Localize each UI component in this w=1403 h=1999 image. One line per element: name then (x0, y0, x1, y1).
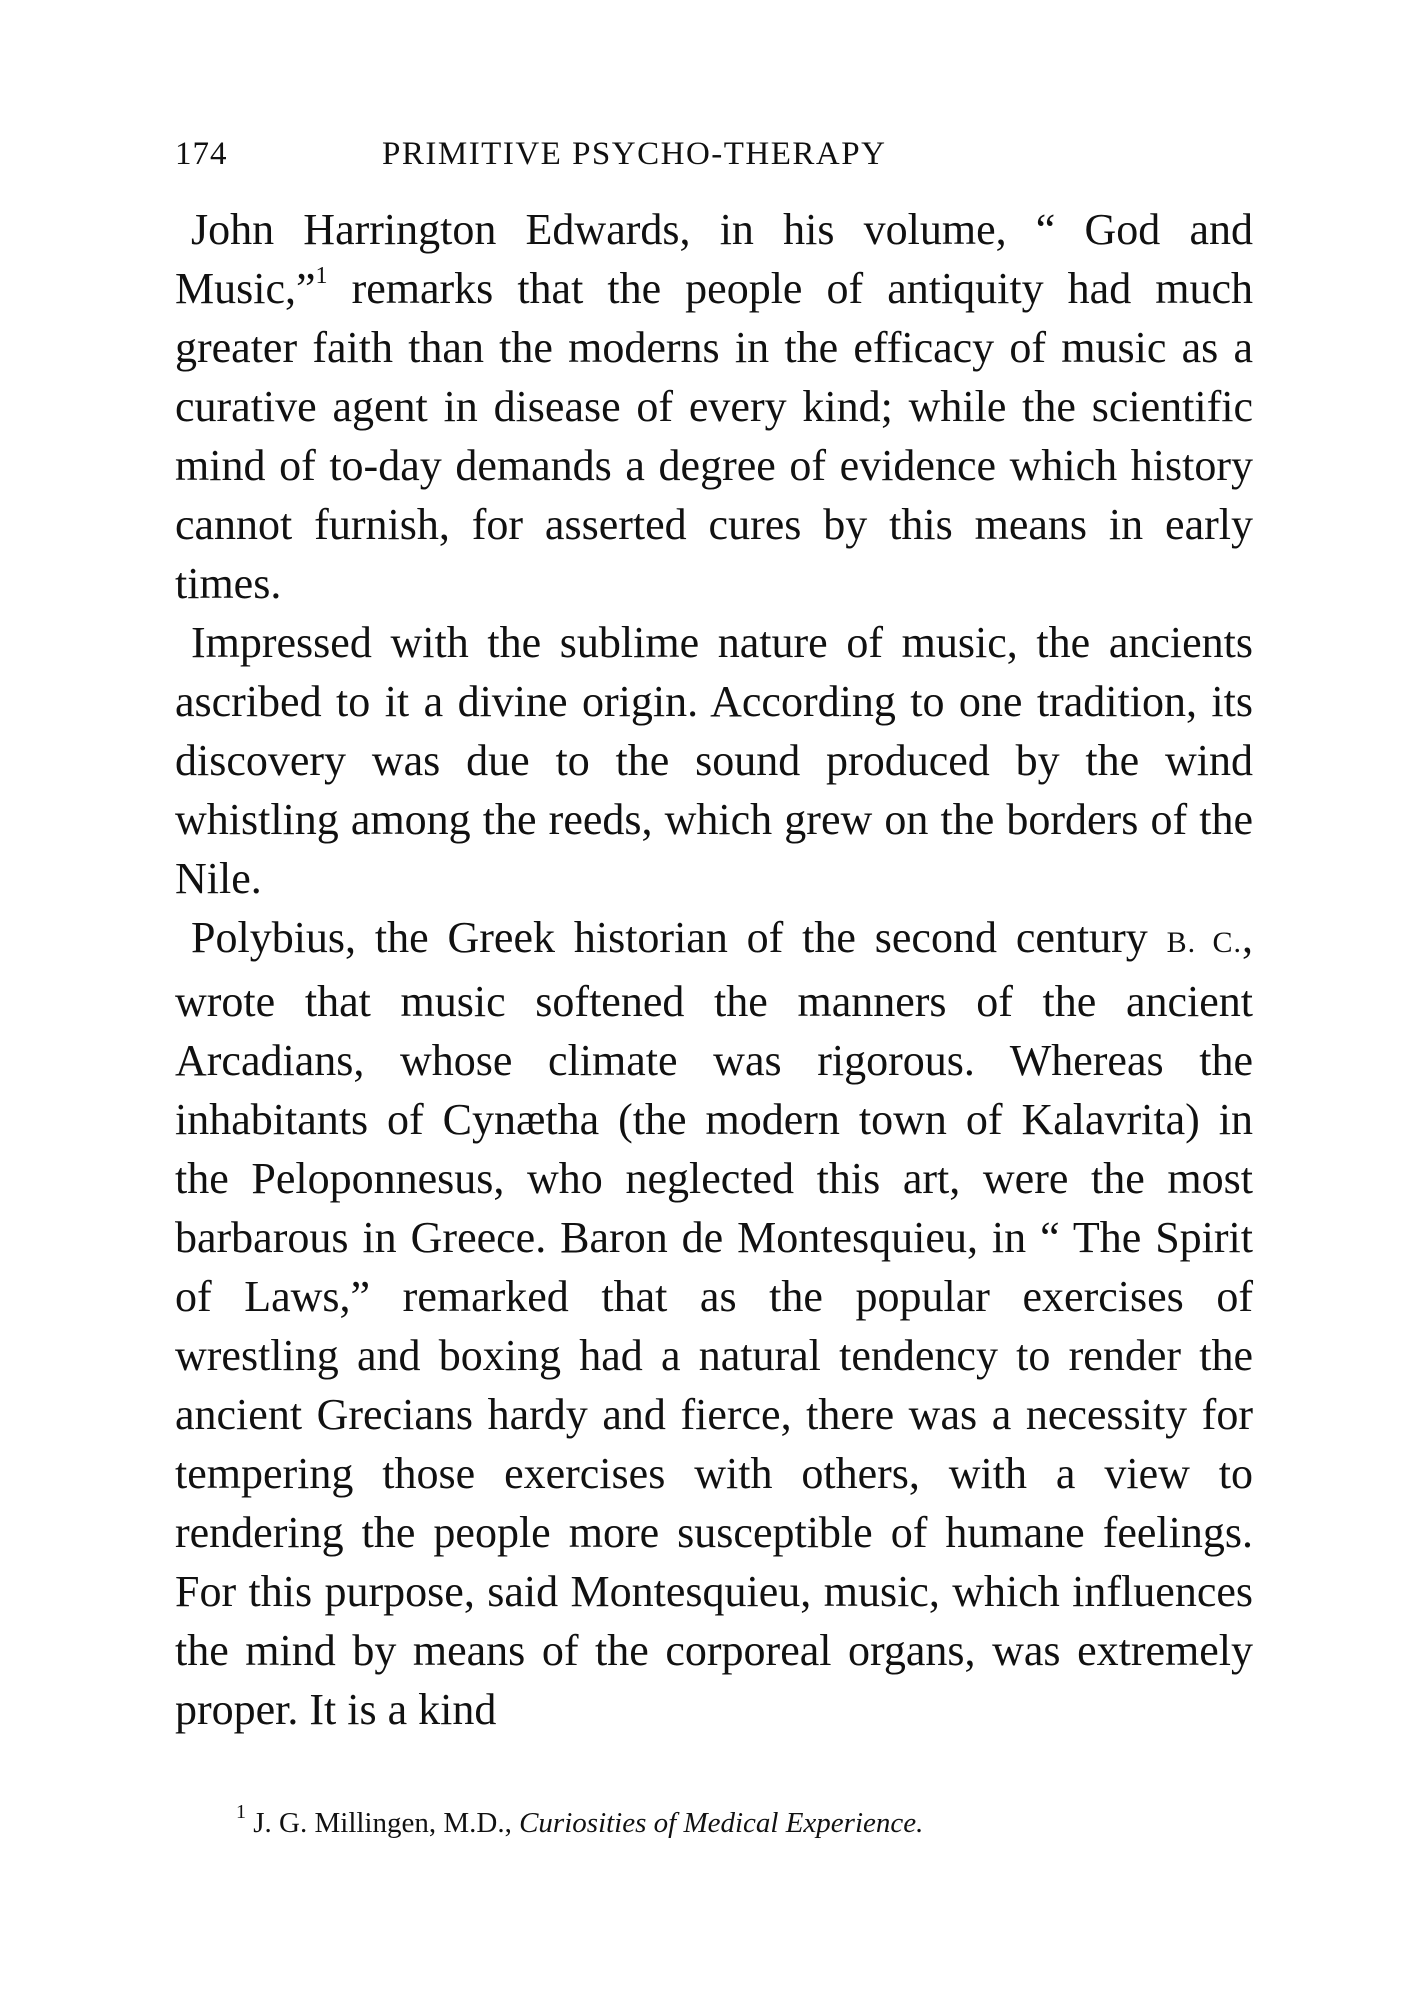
page-header (175, 136, 1253, 176)
paragraph-3-text-cont: , wrote that music softened the manners of the ancient Arcadians, whose climate was rigorous. Whereas the inhabitants of Cynætha (the modern town of Kalavrita) in the Peloponnesus, who neglected this art, were the most barbarous in Greece. Baron de Montesquieu, in “ The Spirit of Laws,” remarked that as the popular exercises of wrestling and boxing had a natural tendency to render the ancient Grecians hardy and fierce, there was a necessity for tempering those exercises with others, with a view to rendering the people more susceptible of humane feelings. For this purpose, said Montesquieu, music, which influences the mind by means of the corporeal organs, was extremely proper. It is a kind (175, 913, 1253, 1734)
paragraph-1-text-cont: remarks that the people of antiquity had much greater faith than the moderns in the efficacy of music as a curative agent in disease of every kind; while the scientific mind of to-day demands a degree of evidence which history cannot furnish, for asserted cures by this means in early times. (175, 264, 1253, 608)
footnote-title: Curiosities of Medical Experience. (519, 1807, 924, 1839)
paragraph-1-text: John Harrington Edwards, in his volume, “ God and Music,” (175, 205, 1253, 313)
footnote (236, 1801, 1236, 1841)
era-abbreviation: B. C. (1166, 926, 1242, 959)
page-number: 174 (175, 136, 228, 172)
paragraph-3-text: Polybius, the Greek historian of the second century (191, 913, 1167, 962)
body-text (175, 200, 1253, 1739)
paragraph-3 (175, 908, 1253, 1739)
footnote-reference: 1 (315, 263, 328, 290)
footnote-author: J. G. Millingen, M.D., (246, 1807, 520, 1839)
paragraph-1 (175, 200, 1253, 613)
footnote-marker: 1 (236, 1801, 246, 1824)
paragraph-2: Impressed with the sublime nature of music, the ancients ascribed to it a divine origin. According to one tradition, its discovery was due to the sound produced by the wind whistling among the reeds, which grew on the borders of the Nile. (175, 618, 1253, 903)
running-title: PRIMITIVE PSYCHO-THERAPY (382, 136, 887, 172)
